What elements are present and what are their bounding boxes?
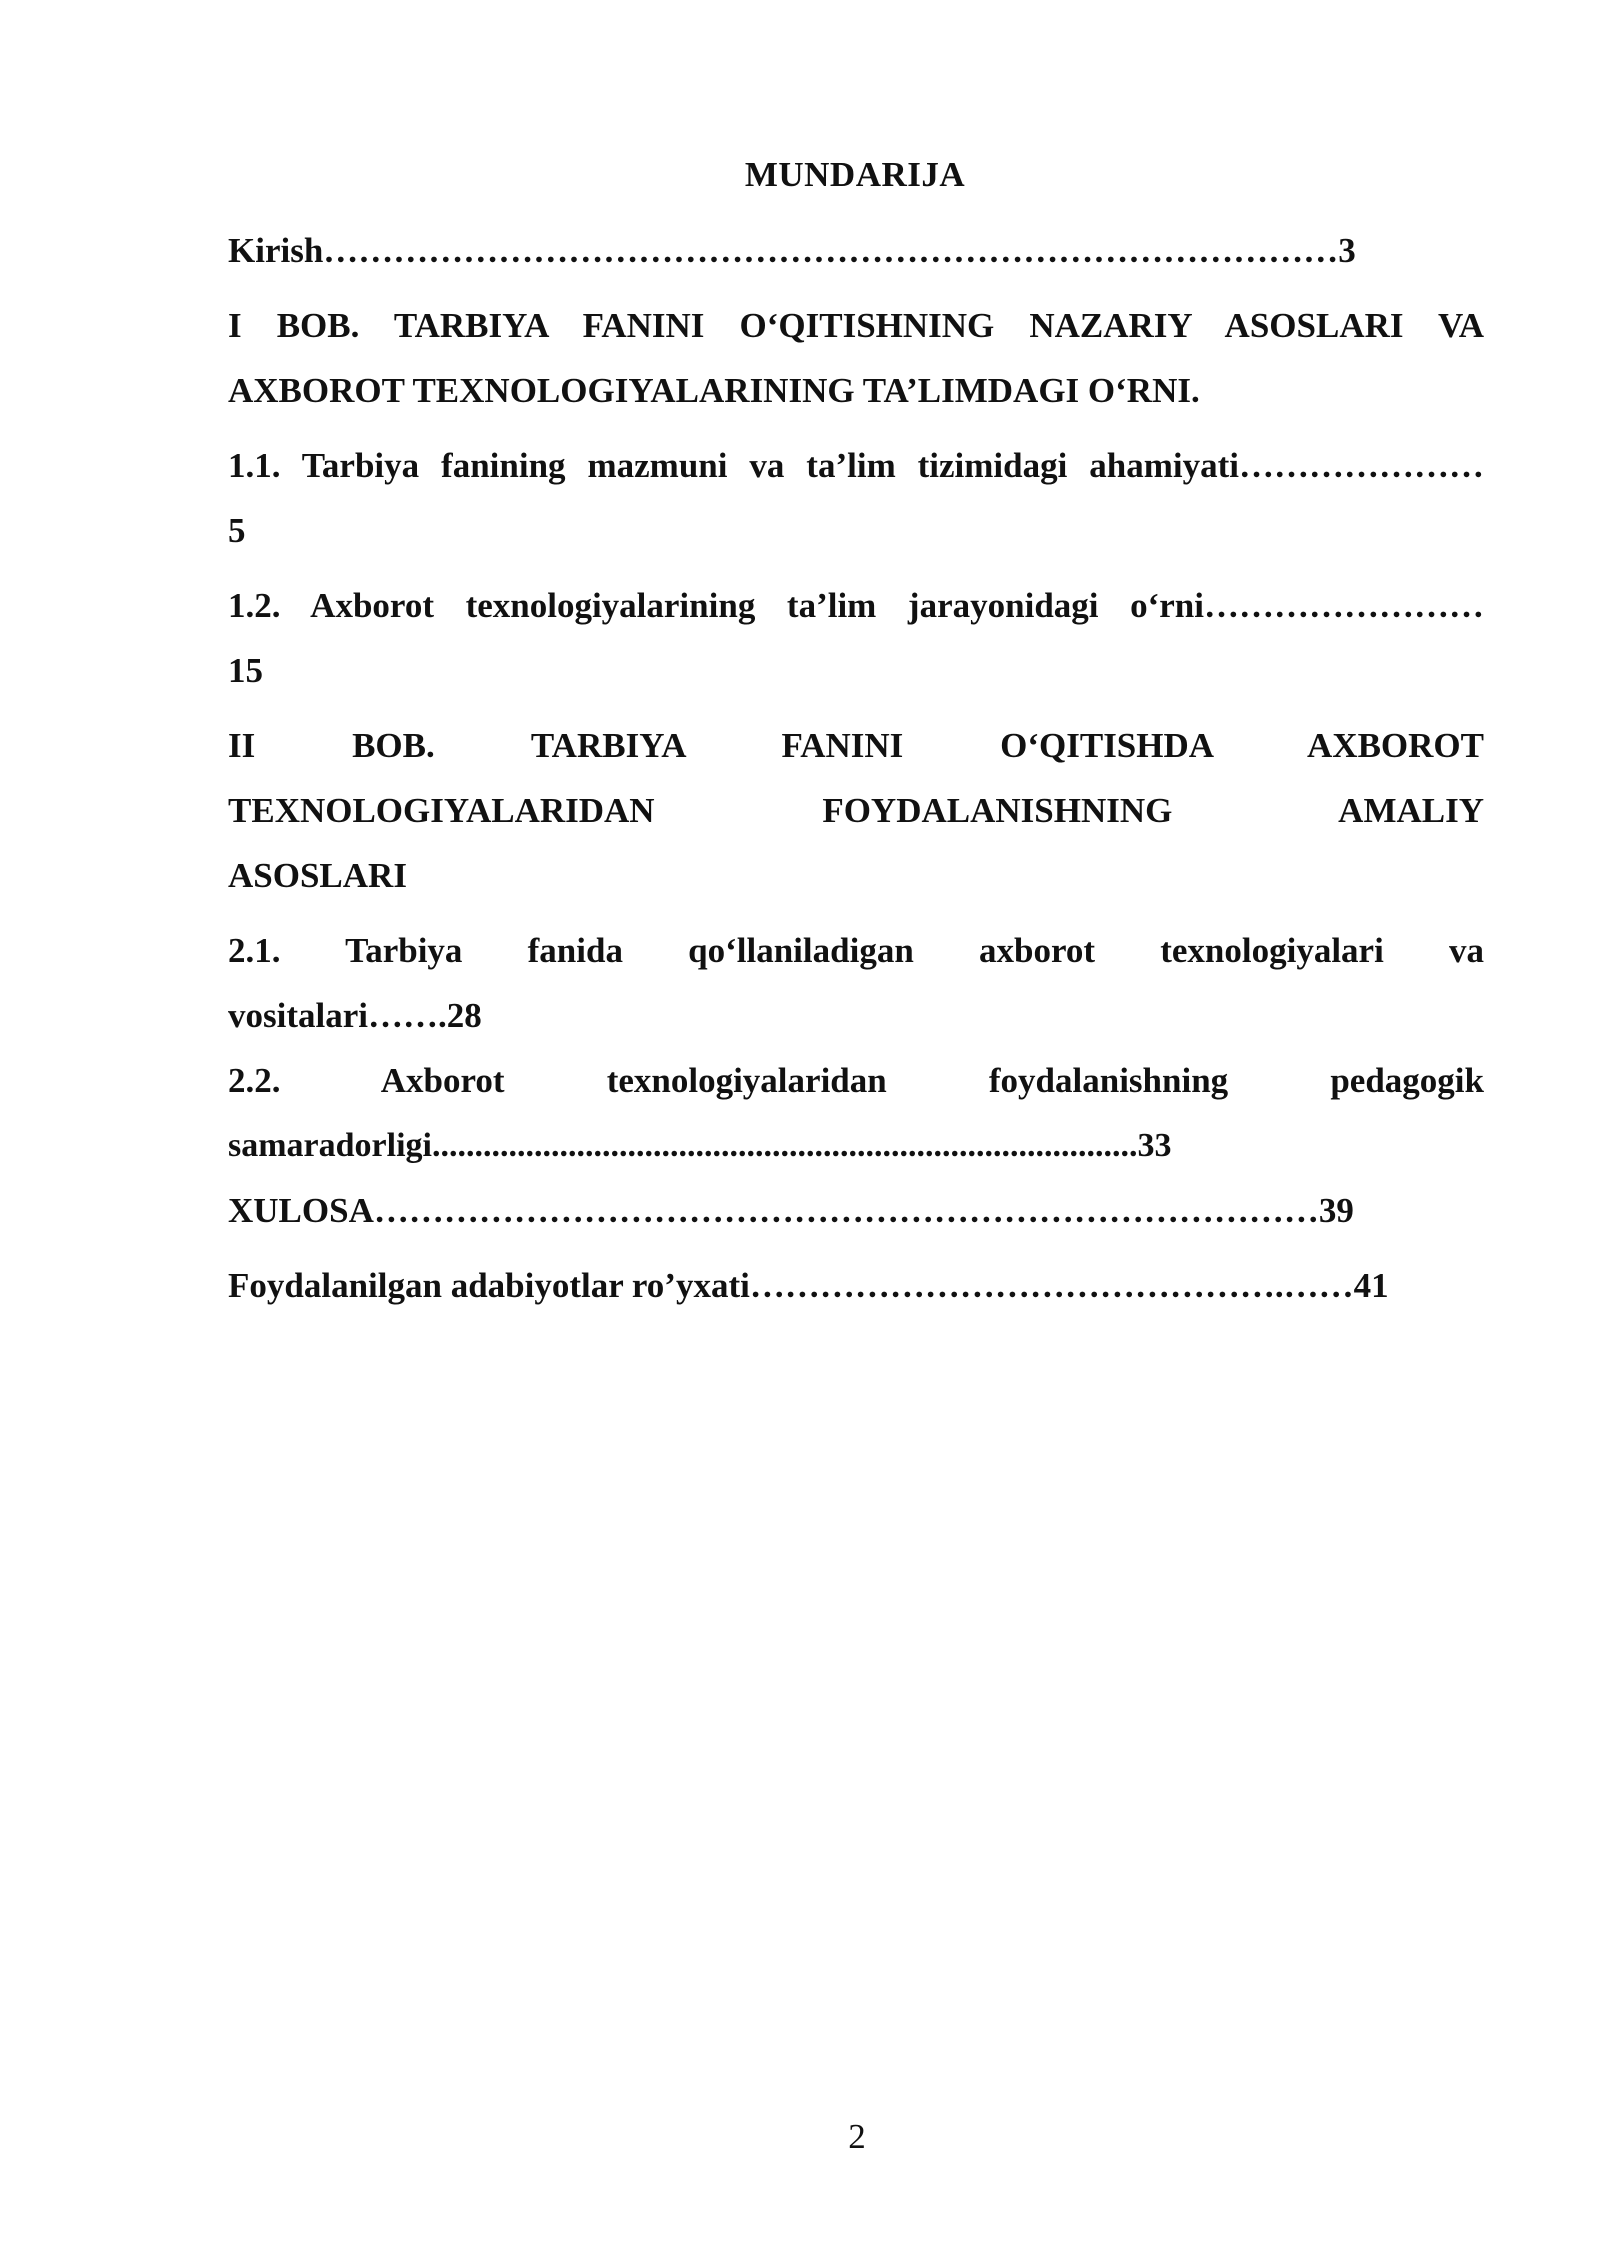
page-title: MUNDARIJA <box>744 155 966 194</box>
toc-entry-section-1-1-page: 5 <box>228 511 246 550</box>
toc-entry-section-2-2-line-1: 2.2. Axborot texnologiyalaridan foydalanishning pedagogik <box>228 1061 1484 1100</box>
page-number: 2 <box>848 2117 866 2156</box>
toc-entry-chapter-2-line-2: TEXNOLOGIYALARIDAN FOYDALANISHNING AMALIY <box>228 791 1484 830</box>
toc-entry-references: Foydalanilgan adabiyotlar ro’yxati……………………………………….……41 <box>228 1266 1389 1305</box>
toc-entry-chapter-1-line-1: I BOB. TARBIYA FANINI O‘QITISHNING NAZARIY ASOSLARI VA <box>228 306 1484 345</box>
toc-entry-section-2-1-line-2: vositalari…….28 <box>228 996 482 1035</box>
toc-entry-chapter-1-line-2: AXBOROT TEXNOLOGIYALARINING TA’LIMDAGI O‘RNI. <box>228 371 1200 410</box>
toc-entry-section-1-2-title: 1.2. Axborot texnologiyalarining ta’lim jarayonidagi o‘rni…………………… <box>228 586 1484 625</box>
toc-entry-chapter-1 <box>228 293 1484 423</box>
toc-entry-section-1-2-page: 15 <box>228 651 263 690</box>
toc-entry-section-1-1-title: 1.1. Tarbiya fanining mazmuni va ta’lim tizimidagi ahamiyati………………… <box>228 446 1484 485</box>
toc-entry-section-2-1-line-1: 2.1. Tarbiya fanida qo‘llaniladigan axborot texnologiyalari va <box>228 931 1484 970</box>
toc-entry-section-1-1 <box>228 433 1484 563</box>
toc-entry-chapter-2-line-3: ASOSLARI <box>228 856 407 895</box>
toc-entry-section-2-1 <box>228 918 1484 1048</box>
toc-entry-section-2-2-line-2: samaradorligi...................................................................................33 <box>228 1127 1172 1164</box>
toc-entry-section-1-2 <box>228 573 1484 703</box>
table-of-contents <box>228 218 1484 1328</box>
toc-entry-introduction: Kirish……………………………………………………………………………3 <box>228 231 1356 270</box>
toc-entry-section-2-2 <box>228 1048 1484 1178</box>
toc-entry-conclusion: XULOSA………………………………………………………………………39 <box>228 1191 1354 1230</box>
toc-entry-chapter-2 <box>228 713 1484 908</box>
toc-entry-chapter-2-line-1: II BOB. TARBIYA FANINI O‘QITISHDA AXBOROT <box>228 726 1484 765</box>
